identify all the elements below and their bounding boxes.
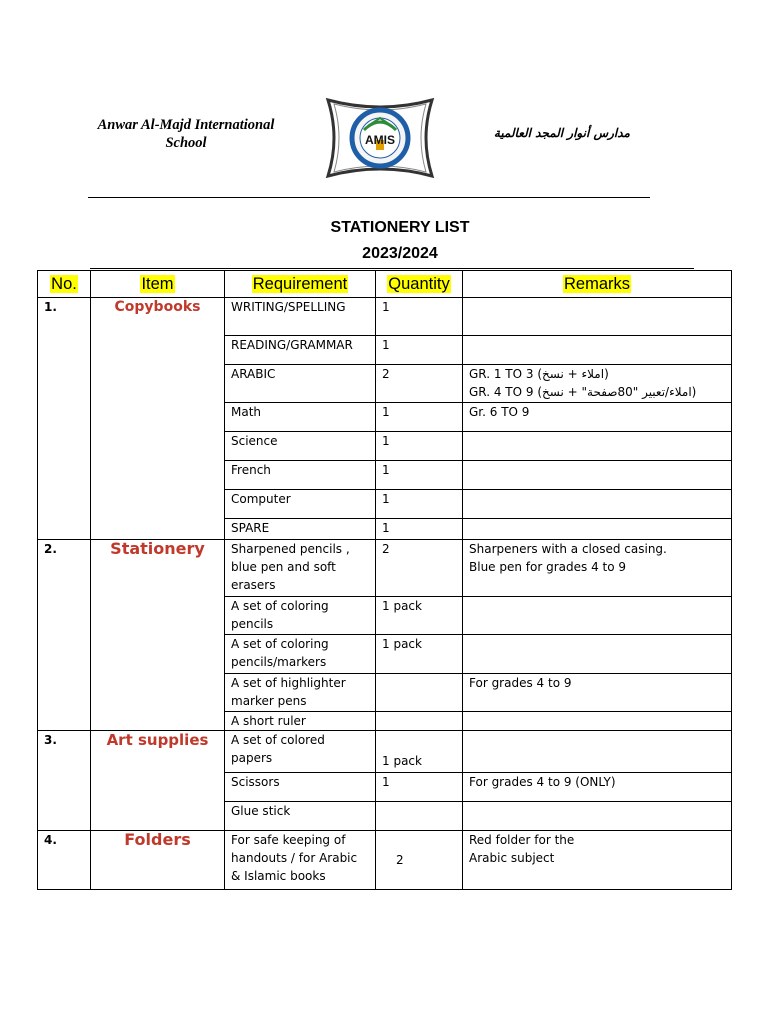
remarks-cell — [463, 298, 732, 336]
remarks-cell — [463, 432, 732, 461]
remarks-cell: Gr. 6 TO 9 — [463, 403, 732, 432]
header-requirement: Requirement — [225, 271, 376, 298]
quantity-cell: 1 pack — [376, 635, 463, 674]
quantity-cell: 1 pack — [376, 731, 463, 773]
quantity-cell: 1 — [376, 519, 463, 540]
header-item: Item — [91, 271, 225, 298]
requirement-cell: Scissors — [225, 773, 376, 802]
quantity-cell: 1 — [376, 490, 463, 519]
page-title: STATIONERY LIST — [330, 219, 470, 236]
requirement-cell: French — [225, 461, 376, 490]
table-row — [38, 831, 732, 890]
remarks-cell — [463, 490, 732, 519]
requirement-cell: WRITING/SPELLING — [225, 298, 376, 336]
section-item: Art supplies — [91, 731, 225, 831]
table-row — [38, 540, 732, 597]
header-no: No. — [38, 271, 91, 298]
remarks-cell — [463, 712, 732, 731]
quantity-cell: 1 — [376, 773, 463, 802]
requirement-cell: For safe keeping of handouts / for Arabic & Islamic books — [225, 831, 376, 890]
header-quantity: Quantity — [376, 271, 463, 298]
quantity-cell: 1 — [376, 336, 463, 365]
remarks-cell — [463, 336, 732, 365]
quantity-cell: 1 pack — [376, 597, 463, 635]
section-item: Stationery — [91, 540, 225, 731]
remarks-cell — [463, 540, 732, 597]
remarks-cell — [463, 731, 732, 773]
section-number: 3. — [38, 731, 91, 831]
remarks-line: GR. 4 TO 9 (املاء/تعبير "80صفحة" + نسخ) — [469, 385, 697, 399]
header-divider — [88, 197, 650, 198]
quantity-cell: 1 — [376, 403, 463, 432]
remarks-cell: For grades 4 to 9 (ONLY) — [463, 773, 732, 802]
section-number: 4. — [38, 831, 91, 890]
section-number: 2. — [38, 540, 91, 731]
school-name-english: Anwar Al-Majd International School — [97, 117, 275, 151]
quantity-cell: 2 — [376, 365, 463, 403]
remarks-cell — [463, 802, 732, 831]
quantity-cell — [376, 674, 463, 712]
requirement-cell: Glue stick — [225, 802, 376, 831]
school-logo — [320, 96, 440, 180]
section-item: Folders — [91, 831, 225, 890]
section-number: 1. — [38, 298, 91, 540]
remarks-cell — [463, 461, 732, 490]
section-item: Copybooks — [91, 298, 225, 540]
quantity-cell: 1 — [376, 461, 463, 490]
quantity-cell: 2 — [376, 831, 463, 890]
remarks-cell — [463, 365, 732, 403]
title-underline — [90, 268, 694, 269]
remarks-cell: Red folder for the Arabic subject — [463, 831, 732, 890]
table-row — [38, 731, 732, 773]
quantity-cell — [376, 712, 463, 731]
remarks-line: Blue pen for grades 4 to 9 — [469, 560, 627, 574]
quantity-cell — [376, 802, 463, 831]
stationery-table — [37, 270, 732, 890]
requirement-cell: A short ruler — [225, 712, 376, 731]
requirement-cell: A set of colored papers — [225, 731, 376, 773]
page-year: 2023/2024 — [362, 245, 438, 262]
requirement-cell: Sharpened pencils , blue pen and soft erasers — [225, 540, 376, 597]
requirement-cell: A set of coloring pencils — [225, 597, 376, 635]
table-header-row — [38, 271, 732, 298]
requirement-cell: SPARE — [225, 519, 376, 540]
remarks-cell — [463, 635, 732, 674]
requirement-cell: ARABIC — [225, 365, 376, 403]
header-remarks: Remarks — [463, 271, 732, 298]
requirement-cell: Computer — [225, 490, 376, 519]
quantity-cell: 1 — [376, 298, 463, 336]
logo-text: AMIS — [365, 133, 395, 147]
requirement-cell: Science — [225, 432, 376, 461]
remarks-cell — [463, 519, 732, 540]
requirement-cell: A set of highlighter marker pens — [225, 674, 376, 712]
requirement-cell: READING/GRAMMAR — [225, 336, 376, 365]
requirement-cell: A set of coloring pencils/markers — [225, 635, 376, 674]
remarks-line: Sharpeners with a closed casing. — [469, 542, 667, 556]
quantity-cell: 2 — [376, 540, 463, 597]
table-row — [38, 298, 732, 336]
school-name-arabic: مدارس أنوار المجد العالمية — [493, 126, 630, 140]
quantity-cell: 1 — [376, 432, 463, 461]
remarks-cell: For grades 4 to 9 — [463, 674, 732, 712]
remarks-line: GR. 1 TO 3 (املاء + نسخ) — [469, 367, 609, 381]
requirement-cell: Math — [225, 403, 376, 432]
remarks-cell — [463, 597, 732, 635]
